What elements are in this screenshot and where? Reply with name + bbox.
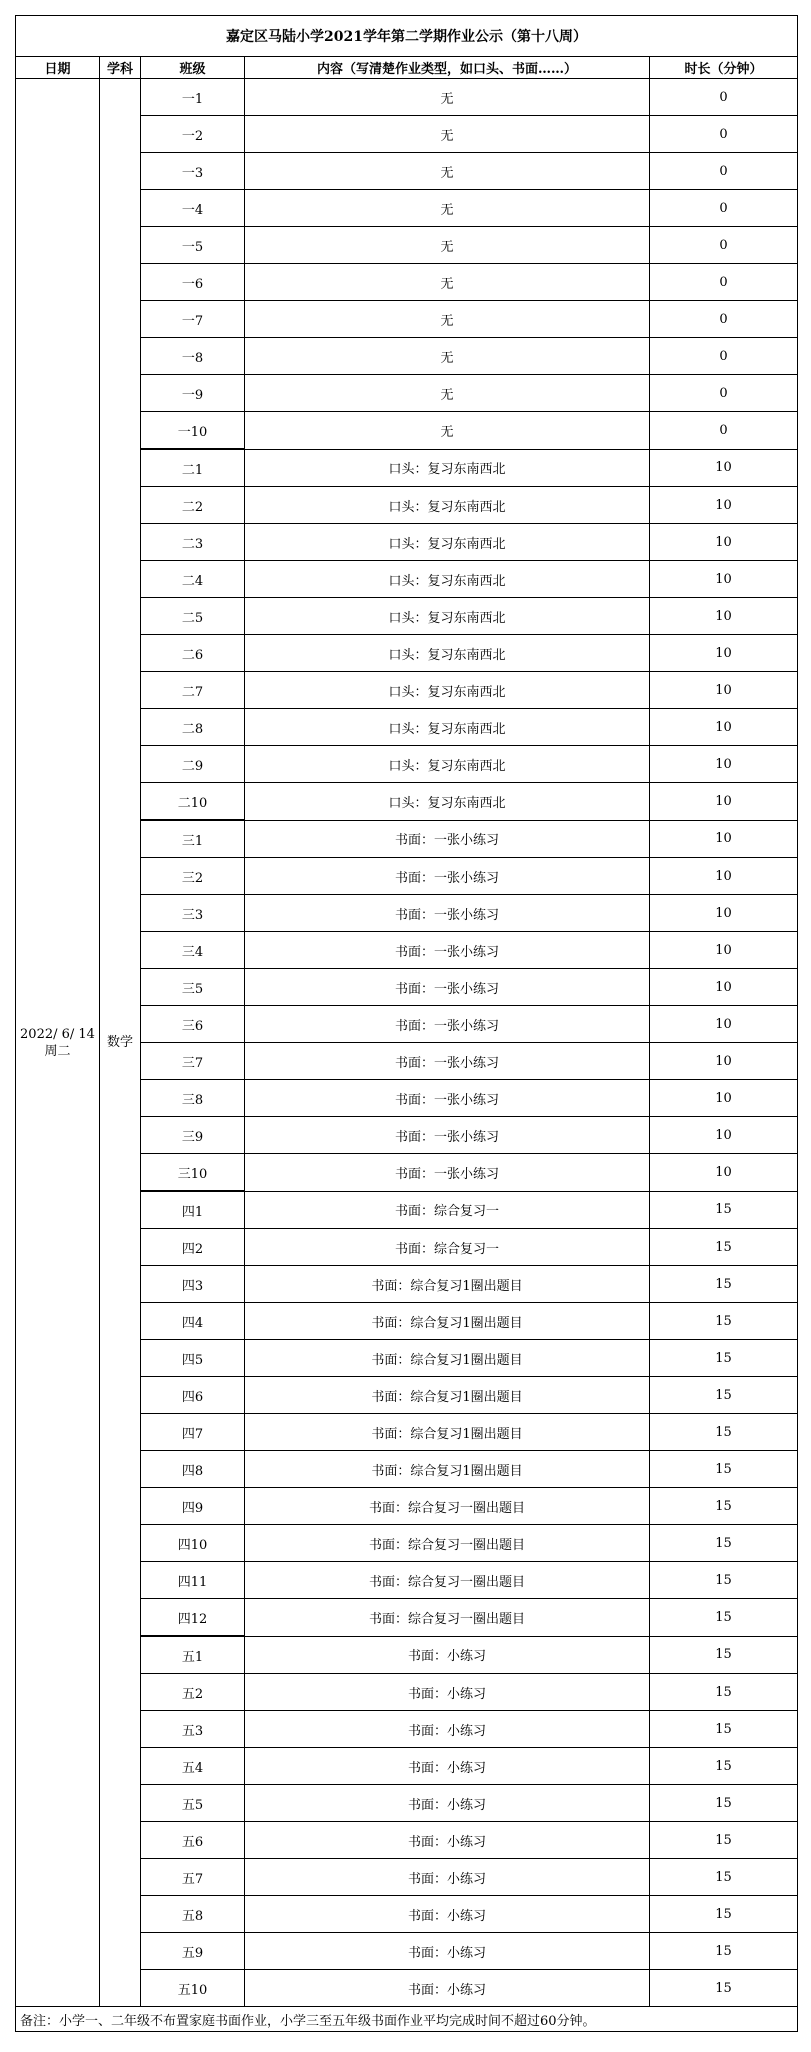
content-cell: 无 — [245, 412, 650, 450]
duration-cell: 10 — [650, 932, 798, 969]
class-cell: 三10 — [141, 1154, 245, 1192]
date-cell — [16, 79, 100, 2007]
content-cell: 书面：小练习 — [245, 1636, 650, 1674]
class-cell: 三5 — [141, 969, 245, 1006]
weekday-value: 周二 — [44, 1043, 71, 1059]
content-cell: 书面：一张小练习 — [245, 820, 650, 858]
class-cell: 四9 — [141, 1488, 245, 1525]
duration-cell: 10 — [650, 449, 798, 487]
class-cell: 四2 — [141, 1229, 245, 1266]
content-cell: 书面：综合复习一圈出题目 — [245, 1599, 650, 1637]
class-cell: 三3 — [141, 895, 245, 932]
content-cell: 口头：复习东南西北 — [245, 672, 650, 709]
duration-cell: 0 — [650, 412, 798, 450]
duration-cell: 15 — [650, 1303, 798, 1340]
note-text: 备注：小学一、二年级不布置家庭书面作业，小学三至五年级书面作业平均完成时间不超过60分钟。 — [16, 2007, 798, 2032]
content-cell: 口头：复习东南西北 — [245, 561, 650, 598]
content-cell: 书面：小练习 — [245, 1674, 650, 1711]
content-cell: 书面：一张小练习 — [245, 1006, 650, 1043]
class-cell: 三7 — [141, 1043, 245, 1080]
duration-cell: 10 — [650, 783, 798, 821]
content-cell: 书面：小练习 — [245, 1970, 650, 2007]
content-cell: 无 — [245, 190, 650, 227]
class-cell: 二6 — [141, 635, 245, 672]
content-cell: 书面：综合复习一 — [245, 1191, 650, 1229]
date-value: 2022/ 6/ 14 — [20, 1026, 95, 1042]
duration-cell: 0 — [650, 227, 798, 264]
content-cell: 无 — [245, 301, 650, 338]
class-cell: 五10 — [141, 1970, 245, 2007]
class-cell: 一9 — [141, 375, 245, 412]
class-cell: 二3 — [141, 524, 245, 561]
class-cell: 三4 — [141, 932, 245, 969]
content-cell: 书面：综合复习1圈出题目 — [245, 1451, 650, 1488]
content-cell: 无 — [245, 227, 650, 264]
homework-sheet — [15, 15, 797, 2032]
duration-cell: 15 — [650, 1636, 798, 1674]
class-cell: 四1 — [141, 1191, 245, 1229]
content-cell: 书面：综合复习一圈出题目 — [245, 1525, 650, 1562]
header-date: 日期 — [16, 57, 100, 79]
content-cell: 书面：一张小练习 — [245, 1043, 650, 1080]
class-cell: 一3 — [141, 153, 245, 190]
duration-cell: 10 — [650, 709, 798, 746]
class-cell: 二2 — [141, 487, 245, 524]
duration-cell: 15 — [650, 1266, 798, 1303]
content-cell: 口头：复习东南西北 — [245, 783, 650, 821]
duration-cell: 15 — [650, 1748, 798, 1785]
class-cell: 四7 — [141, 1414, 245, 1451]
duration-cell: 0 — [650, 301, 798, 338]
content-cell: 书面：综合复习一圈出题目 — [245, 1562, 650, 1599]
content-cell: 书面：综合复习1圈出题目 — [245, 1340, 650, 1377]
class-cell: 四12 — [141, 1599, 245, 1637]
content-cell: 书面：小练习 — [245, 1896, 650, 1933]
class-cell: 一2 — [141, 116, 245, 153]
duration-cell: 10 — [650, 858, 798, 895]
duration-cell: 10 — [650, 1154, 798, 1192]
class-cell: 三1 — [141, 820, 245, 858]
class-cell: 四4 — [141, 1303, 245, 1340]
duration-cell: 10 — [650, 487, 798, 524]
duration-cell: 0 — [650, 375, 798, 412]
class-cell: 二5 — [141, 598, 245, 635]
duration-cell: 10 — [650, 672, 798, 709]
class-cell: 五3 — [141, 1711, 245, 1748]
duration-cell: 0 — [650, 79, 798, 116]
duration-cell: 10 — [650, 820, 798, 858]
content-cell: 口头：复习东南西北 — [245, 746, 650, 783]
duration-cell: 15 — [650, 1599, 798, 1637]
duration-cell: 15 — [650, 1191, 798, 1229]
content-cell: 书面：小练习 — [245, 1748, 650, 1785]
class-cell: 五8 — [141, 1896, 245, 1933]
duration-cell: 10 — [650, 1006, 798, 1043]
content-cell: 无 — [245, 375, 650, 412]
class-cell: 二1 — [141, 449, 245, 487]
content-cell: 书面：一张小练习 — [245, 1117, 650, 1154]
content-cell: 口头：复习东南西北 — [245, 709, 650, 746]
class-cell: 三2 — [141, 858, 245, 895]
content-cell: 书面：小练习 — [245, 1785, 650, 1822]
duration-cell: 0 — [650, 190, 798, 227]
class-cell: 四8 — [141, 1451, 245, 1488]
content-cell: 书面：一张小练习 — [245, 1080, 650, 1117]
header-class: 班级 — [141, 57, 245, 79]
header-subject: 学科 — [100, 57, 141, 79]
content-cell: 书面：综合复习一 — [245, 1229, 650, 1266]
class-cell: 一7 — [141, 301, 245, 338]
content-cell: 书面：一张小练习 — [245, 969, 650, 1006]
duration-cell: 15 — [650, 1896, 798, 1933]
duration-cell: 15 — [650, 1859, 798, 1896]
duration-cell: 15 — [650, 1414, 798, 1451]
header-content: 内容（写清楚作业类型，如口头、书面……） — [245, 57, 650, 79]
duration-cell: 10 — [650, 635, 798, 672]
class-cell: 四6 — [141, 1377, 245, 1414]
class-cell: 二9 — [141, 746, 245, 783]
class-cell: 一10 — [141, 412, 245, 450]
duration-cell: 15 — [650, 1229, 798, 1266]
class-cell: 三9 — [141, 1117, 245, 1154]
duration-cell: 0 — [650, 338, 798, 375]
duration-cell: 10 — [650, 1117, 798, 1154]
duration-cell: 10 — [650, 746, 798, 783]
header-row — [16, 57, 798, 79]
duration-cell: 15 — [650, 1970, 798, 2007]
duration-cell: 10 — [650, 1043, 798, 1080]
note-row — [16, 2007, 798, 2032]
duration-cell: 10 — [650, 524, 798, 561]
duration-cell: 10 — [650, 895, 798, 932]
duration-cell: 15 — [650, 1933, 798, 1970]
class-cell: 一1 — [141, 79, 245, 116]
class-cell: 四10 — [141, 1525, 245, 1562]
duration-cell: 0 — [650, 264, 798, 301]
class-cell: 一4 — [141, 190, 245, 227]
duration-cell: 15 — [650, 1340, 798, 1377]
title-row — [16, 16, 798, 57]
content-cell: 书面：综合复习1圈出题目 — [245, 1377, 650, 1414]
class-cell: 五1 — [141, 1636, 245, 1674]
class-cell: 五7 — [141, 1859, 245, 1896]
sheet-title: 嘉定区马陆小学2021学年第二学期作业公示（第十八周） — [16, 16, 798, 57]
class-cell: 二8 — [141, 709, 245, 746]
content-cell: 口头：复习东南西北 — [245, 598, 650, 635]
subject-cell: 数学 — [100, 79, 141, 2007]
content-cell: 书面：小练习 — [245, 1822, 650, 1859]
class-cell: 五4 — [141, 1748, 245, 1785]
content-cell: 书面：小练习 — [245, 1933, 650, 1970]
class-cell: 五9 — [141, 1933, 245, 1970]
class-cell: 五5 — [141, 1785, 245, 1822]
content-cell: 口头：复习东南西北 — [245, 487, 650, 524]
duration-cell: 15 — [650, 1377, 798, 1414]
class-cell: 三8 — [141, 1080, 245, 1117]
duration-cell: 10 — [650, 969, 798, 1006]
content-cell: 书面：一张小练习 — [245, 895, 650, 932]
content-cell: 书面：综合复习一圈出题目 — [245, 1488, 650, 1525]
class-cell: 一5 — [141, 227, 245, 264]
duration-cell: 10 — [650, 1080, 798, 1117]
duration-cell: 10 — [650, 561, 798, 598]
content-cell: 无 — [245, 153, 650, 190]
class-cell: 二4 — [141, 561, 245, 598]
duration-cell: 0 — [650, 153, 798, 190]
table-row — [16, 79, 798, 116]
content-cell: 书面：一张小练习 — [245, 932, 650, 969]
content-cell: 口头：复习东南西北 — [245, 449, 650, 487]
content-cell: 书面：小练习 — [245, 1711, 650, 1748]
class-cell: 三6 — [141, 1006, 245, 1043]
content-cell: 无 — [245, 116, 650, 153]
content-cell: 书面：综合复习1圈出题目 — [245, 1414, 650, 1451]
duration-cell: 0 — [650, 116, 798, 153]
duration-cell: 15 — [650, 1525, 798, 1562]
duration-cell: 15 — [650, 1562, 798, 1599]
class-cell: 五2 — [141, 1674, 245, 1711]
content-cell: 书面：综合复习1圈出题目 — [245, 1266, 650, 1303]
class-cell: 四11 — [141, 1562, 245, 1599]
content-cell: 无 — [245, 264, 650, 301]
class-cell: 二7 — [141, 672, 245, 709]
content-cell: 书面：一张小练习 — [245, 1154, 650, 1192]
duration-cell: 15 — [650, 1488, 798, 1525]
content-cell: 书面：综合复习1圈出题目 — [245, 1303, 650, 1340]
duration-cell: 15 — [650, 1451, 798, 1488]
content-cell: 无 — [245, 338, 650, 375]
class-cell: 一8 — [141, 338, 245, 375]
duration-cell: 15 — [650, 1822, 798, 1859]
class-cell: 五6 — [141, 1822, 245, 1859]
content-cell: 无 — [245, 79, 650, 116]
class-cell: 四5 — [141, 1340, 245, 1377]
header-duration: 时长（分钟） — [650, 57, 798, 79]
homework-table — [15, 15, 798, 2032]
class-cell: 二10 — [141, 783, 245, 821]
duration-cell: 15 — [650, 1711, 798, 1748]
content-cell: 书面：一张小练习 — [245, 858, 650, 895]
duration-cell: 15 — [650, 1674, 798, 1711]
class-cell: 四3 — [141, 1266, 245, 1303]
class-cell: 一6 — [141, 264, 245, 301]
content-cell: 书面：小练习 — [245, 1859, 650, 1896]
content-cell: 口头：复习东南西北 — [245, 524, 650, 561]
duration-cell: 15 — [650, 1785, 798, 1822]
duration-cell: 10 — [650, 598, 798, 635]
content-cell: 口头：复习东南西北 — [245, 635, 650, 672]
